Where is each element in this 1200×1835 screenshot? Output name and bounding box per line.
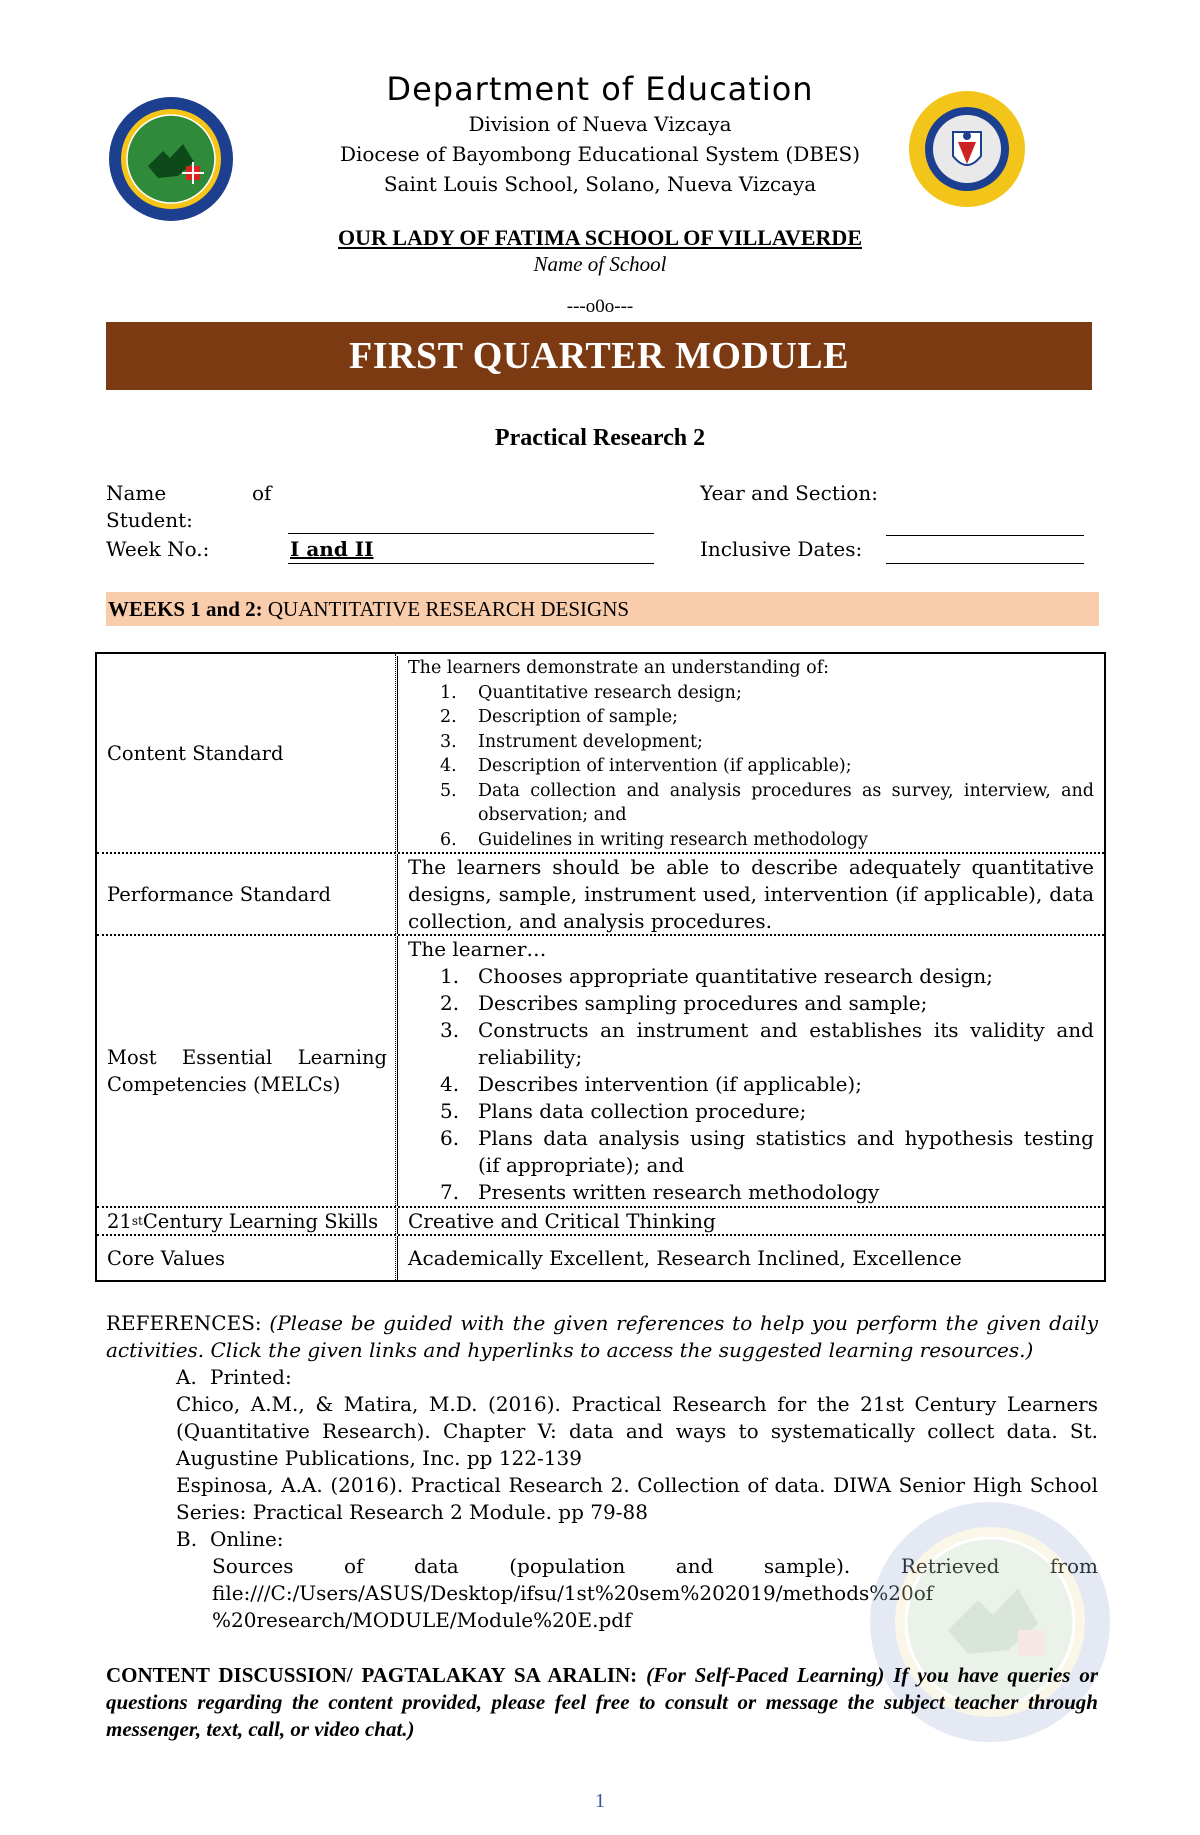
online-reference-link[interactable]: file:///C:/Users/ASUS/Desktop/ifsu/1st%20sem%202019/methods%20of %20research/MODULE/Module%20E.pdf [212, 1581, 934, 1632]
content-discussion [106, 1662, 1098, 1743]
online-heading: B. Online: [176, 1527, 284, 1551]
online-reference-line1: Sources of data (population and sample). Retrieved from [212, 1554, 1098, 1578]
skills-value: Creative and Critical Thinking [397, 1208, 1104, 1234]
year-section-input-line[interactable] [886, 535, 1084, 536]
performance-standard-label-text: Performance Standard [107, 882, 332, 906]
melcs-label-text: Most Essential Learning Competencies (MELCs) [107, 1046, 387, 1096]
school-name: OUR LADY OF FATIMA SCHOOL OF VILLAVERDE [338, 225, 862, 250]
department-title: Department of Education [386, 70, 814, 108]
week-value: I and II [290, 537, 374, 561]
performance-standard-label [97, 854, 397, 934]
printed-reference-1: Chico, A.M., & Matira, M.D. (2016). Practical Research for the 21st Century Learners (Quantitative Research). Chapter V: data and ways to systematically collect data. St. Augustine Publications, Inc. pp 122-139 [176, 1392, 1098, 1470]
separator: ---o0o--- [566, 296, 634, 317]
name-label-student: Student: [106, 508, 193, 532]
list-item: 2. Describes sampling procedures and sample; [440, 991, 928, 1015]
core-values-label-text: Core Values [107, 1246, 225, 1270]
weeks-prefix: WEEKS 1 and 2: [108, 597, 263, 621]
weeks-heading [106, 592, 1099, 626]
melcs-label [97, 936, 397, 1206]
list-item: 1. Chooses appropriate quantitative research design; [440, 964, 993, 988]
list-item: 7. Presents written research methodology [440, 1180, 880, 1204]
list-item: 6. Guidelines in writing research methodology [440, 829, 869, 850]
content-standard-intro: The learners demonstrate an understanding of: [408, 658, 830, 678]
inclusive-dates-label: Inclusive Dates: [700, 537, 863, 561]
core-values-value: Academically Excellent, Research Inclined, Excellence [397, 1236, 1104, 1280]
name-input-line[interactable] [288, 533, 654, 534]
division-line: Division of Nueva Vizcaya [468, 112, 732, 136]
content-standard-label [97, 654, 397, 852]
list-item: 3. Constructs an instrument and establishes its validity and reliability; [440, 1018, 1094, 1069]
content-standard-label-text: Content Standard [107, 741, 284, 765]
content-standard-cell [397, 656, 1104, 852]
name-label-of: of [252, 481, 272, 505]
list-item: 3. Instrument development; [440, 731, 703, 752]
content-standard-list [408, 681, 1094, 853]
module-banner: FIRST QUARTER MODULE [106, 322, 1092, 390]
discussion-label: CONTENT DISCUSSION/ PAGTALAKAY SA ARALIN: [106, 1663, 638, 1687]
year-section-label: Year and Section: [700, 481, 878, 505]
core-values-label [97, 1236, 397, 1280]
weeks-title: QUANTITATIVE RESEARCH DESIGNS [267, 597, 630, 621]
references-note: (Please be guided with the given references to help you perform the given daily activities. Click the given links and hyperlinks to access the suggested learning resources.) [106, 1311, 1098, 1362]
list-item: 6. Plans data analysis using statistics and hypothesis testing (if appropriate); and [440, 1126, 1094, 1177]
list-item: 2. Description of sample; [440, 707, 678, 727]
week-label: Week No.: [106, 537, 210, 561]
references-label: REFERENCES: [106, 1311, 262, 1335]
school-name-caption: Name of School [533, 252, 667, 276]
list-item: 1. Quantitative research design; [440, 682, 742, 703]
inclusive-dates-input-line[interactable] [886, 563, 1084, 564]
discussion-note: (For Self-Paced Learning) If you have queries or questions regarding the content provided, please feel free to consult or message the subject teacher through messenger, text, call, or video chat.) [106, 1663, 1099, 1741]
week-input-line[interactable] [288, 563, 654, 564]
skills-label: 21 st Century Learning Skills [107, 1209, 379, 1233]
standards-table [95, 652, 1106, 1282]
list-item: 4. Description of intervention (if applicable); [440, 756, 852, 776]
subject-title: Practical Research 2 [494, 425, 706, 451]
melcs-list [408, 963, 1094, 1206]
references-intro [106, 1310, 1098, 1364]
melcs-intro: The learner… [408, 937, 547, 961]
diocese-line: Diocese of Bayombong Educational System (DBES) [339, 142, 861, 166]
melcs-cell [397, 936, 1104, 1206]
name-label: Name [106, 481, 167, 505]
school-address-line: Saint Louis School, Solano, Nueva Vizcaya [383, 172, 817, 196]
page-number: 1 [595, 1790, 605, 1812]
printed-reference-2: Espinosa, A.A. (2016). Practical Research 2. Collection of data. DIWA Senior High School Series: Practical Research 2 Module. pp 79-88 [176, 1473, 1098, 1524]
list-item: 4. Describes intervention (if applicable); [440, 1072, 862, 1096]
list-item: 5. Plans data collection procedure; [440, 1099, 807, 1123]
list-item: 5. Data collection and analysis procedures as survey, interview, and observation; and [440, 780, 1094, 825]
performance-standard-text: The learners should be able to describe adequately quantitative designs, sample, instrument used, intervention (if applicable), data collection, and analysis procedures. [397, 854, 1104, 934]
printed-heading: A. Printed: [176, 1365, 292, 1389]
